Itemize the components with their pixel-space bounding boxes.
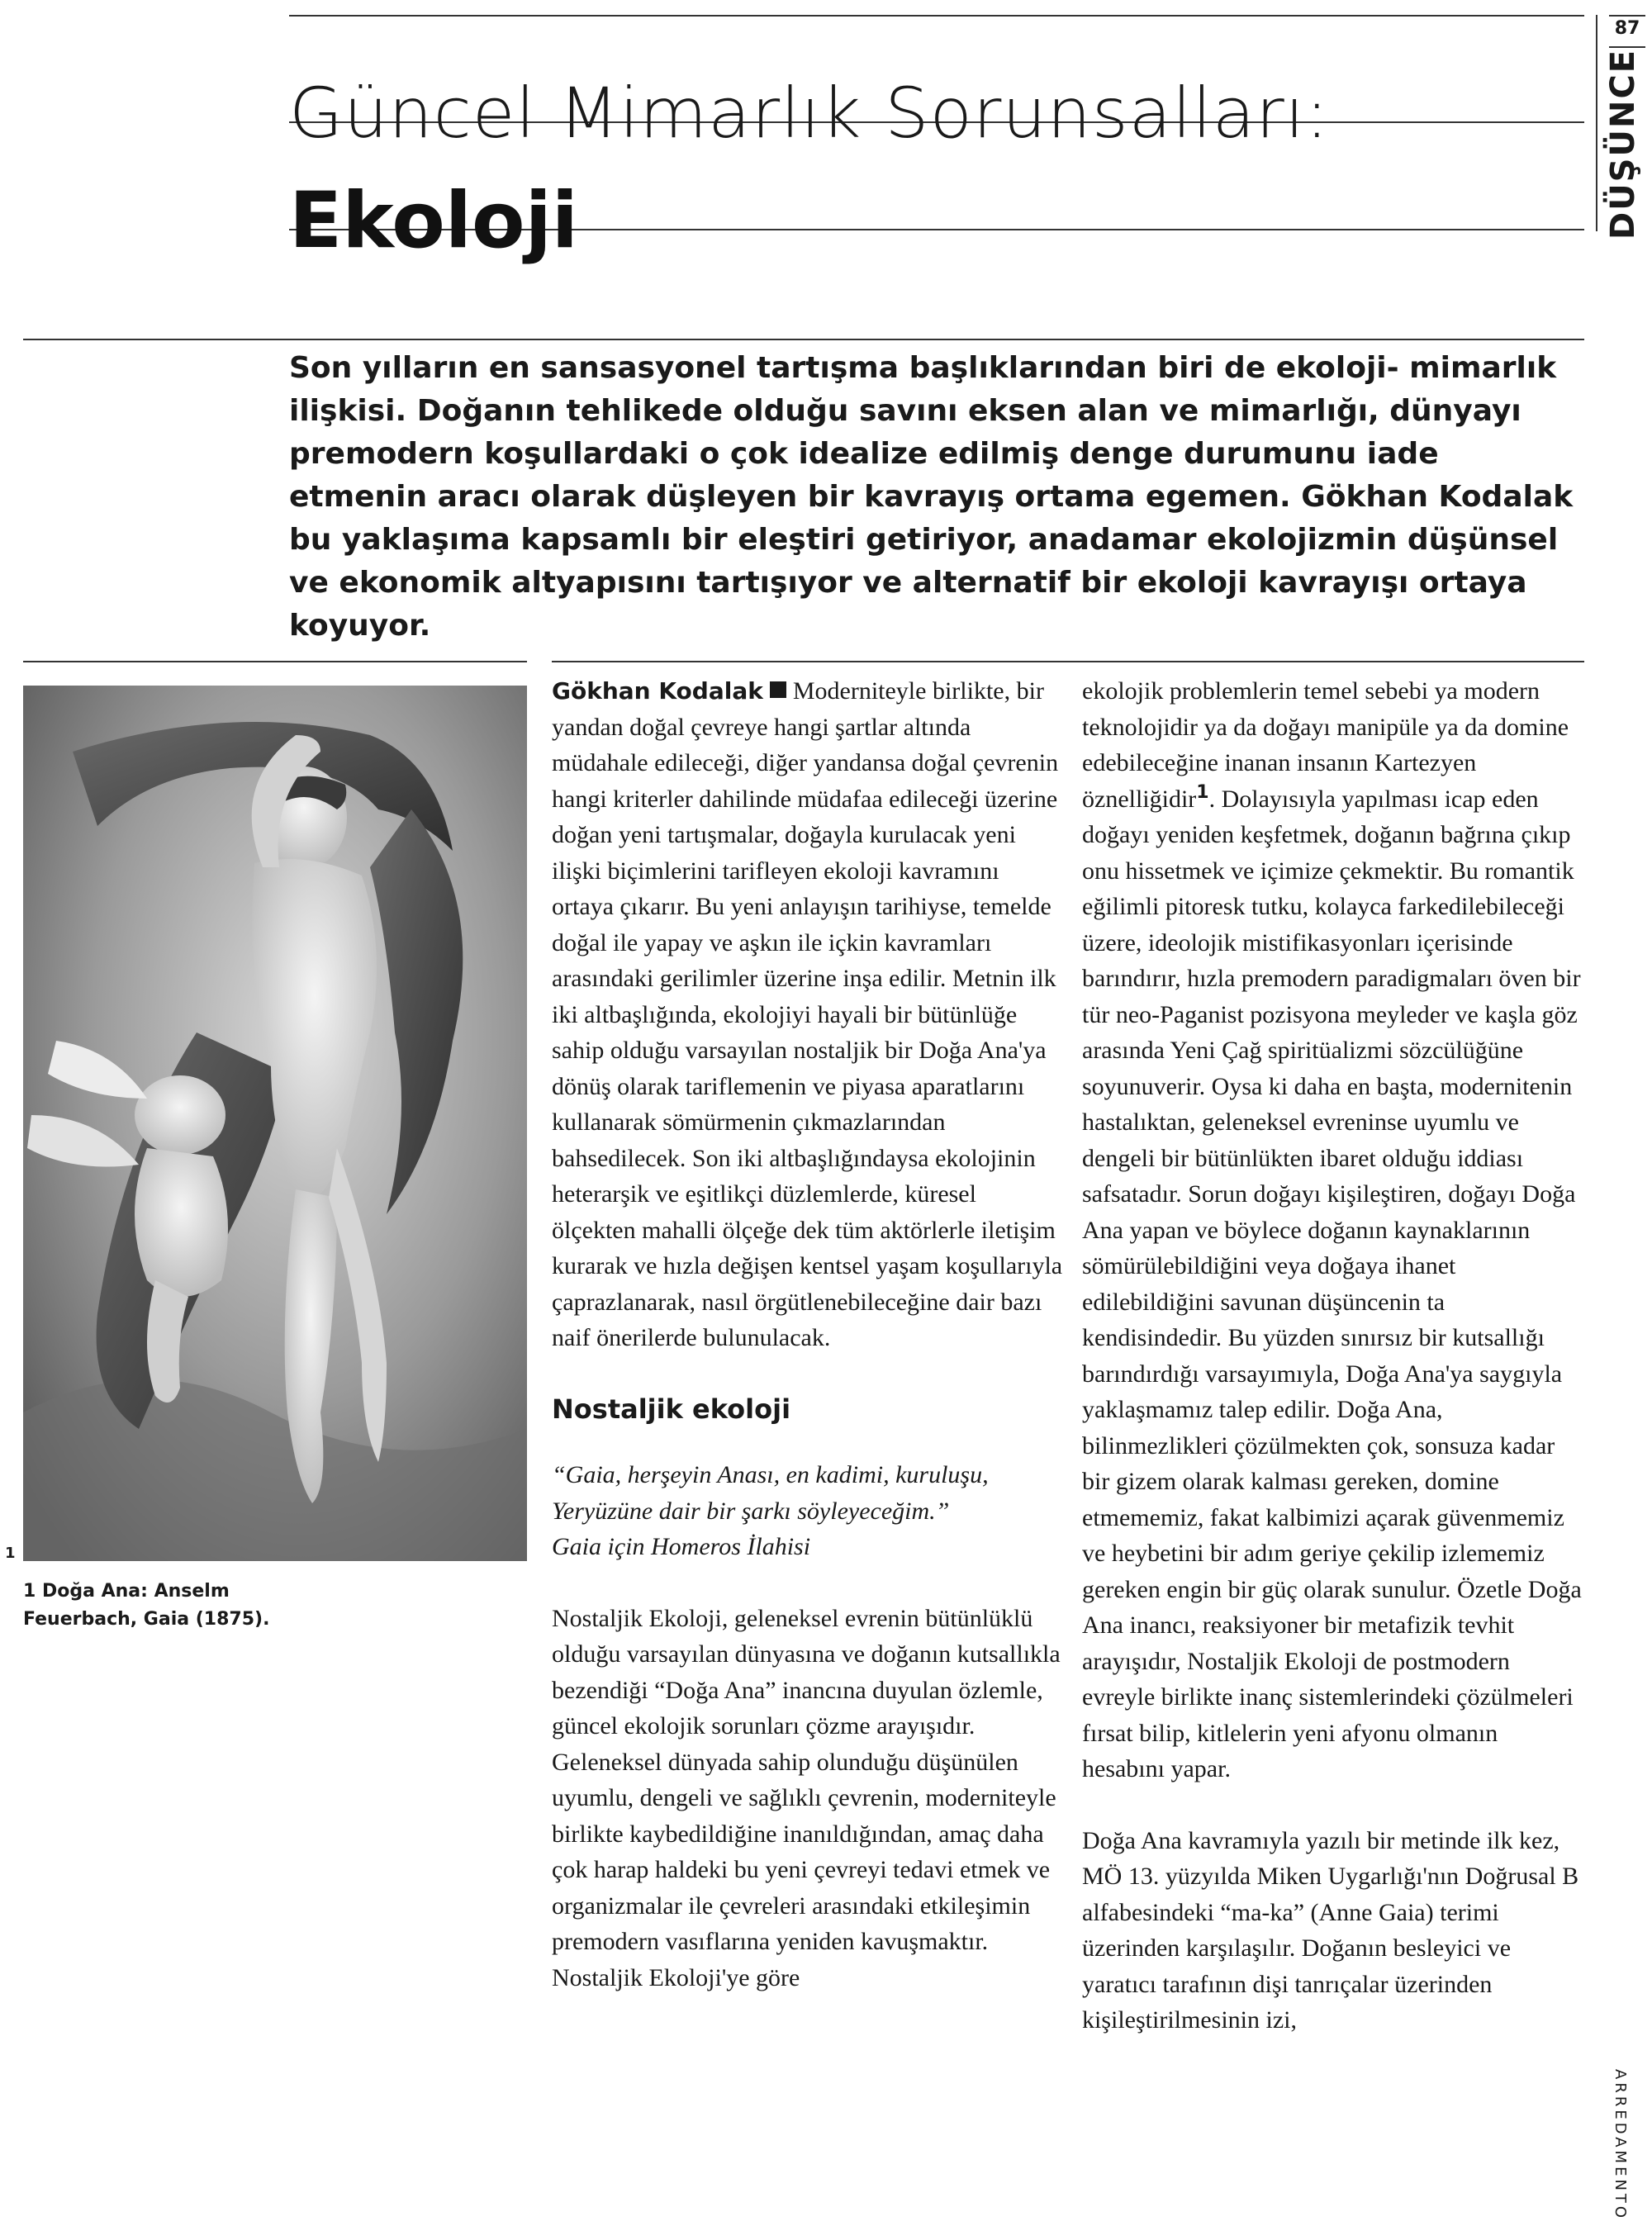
- author-name: Gökhan Kodalak: [552, 677, 763, 705]
- figure-caption: 1 Doğa Ana: Anselm Feuerbach, Gaia (1875).: [23, 1581, 270, 1630]
- side-label-arredamento: ARREDAMENTO: [1612, 2069, 1629, 2222]
- article-column-1: [552, 673, 1064, 1996]
- section-label: DÜŞÜNCE: [1604, 48, 1642, 240]
- square-bullet-icon: [770, 681, 786, 698]
- header-top-rule: [289, 15, 1584, 17]
- body-paragraph-2: [1082, 673, 1586, 1787]
- col2-text-part-1: ekolojik problemlerin temel sebebi ya modern teknolojidir ya da doğayı manipüle ya da domine edebileceğine inanan insanın Kartezyen öznelliğidir: [1082, 677, 1569, 813]
- header-vertical-rule: [1596, 15, 1597, 231]
- footnote-ref: 1: [1196, 781, 1209, 803]
- gaia-painting-image: [23, 686, 527, 1561]
- page-number-rule: [1609, 15, 1645, 17]
- epigraph-quote: “Gaia, herşeyin Anası, en kadimi, kuruluşu, Yeryüzüne dair bir şarkı söyleyeceğim.”: [552, 1461, 989, 1525]
- intro-paragraph: [552, 673, 1064, 1356]
- page-number: 87: [1614, 18, 1640, 39]
- article-column-2: [1082, 673, 1586, 2039]
- body-paragraph-3: Doğa Ana kavramıyla yazılı bir metinde ilk kez, MÖ 13. yüzyılda Miken Uygarlığı'nın Doğrusal B alfabesindeki “ma-ka” (Anne Gaia) terimi üzerinden karşılaşılır. Doğanın besleyici ve yaratıcı tarafının dişi tanrıçalar üzerinden kişileştirilmesinin izi,: [1082, 1826, 1579, 2034]
- body-top-rule-left: [23, 661, 527, 662]
- page-title-line-1: Güncel Mimarlık Sorunsalları:: [289, 73, 1330, 154]
- epigraph-source: Gaia için Homeros İlahisi: [552, 1533, 811, 1560]
- body-top-rule-right: [552, 661, 1584, 662]
- page-number-underline: [1609, 46, 1645, 48]
- intro-text: Moderniteyle birlikte, bir yandan doğal çevreye hangi şartlar altında müdahale edileceği, diğer yandansa doğal çevrenin hangi kriterler dahilinde müdafaa edileceği üzerine doğan yeni tartışmalar, doğayla kurulacak yeni ilişki biçimlerini tarifleyen ekoloji kavramını ortaya çıkarır. Bu yeni anlayışın tarihiyse, temelde doğal ile yapay ve aşkın ile içkin kavramları arasındaki gerilimler üzerine inşa edilir. Metnin ilk iki altbaşlığında, ekolojiyi hayali bir bütünlüğe sahip olduğu varsayılan nostaljik bir Doğa Ana'ya dönüş olarak tariflemenin ve piyasa aparatlarını kullanarak sömürmenin çıkmazlarından bahsedilecek. Son iki altbaşlığındaysa ekolojinin heterarşik ve eşitlikçi düzlemlerde, küresel ölçekten mahalli ölçeğe dek tüm aktörlerle iletişim kurarak ve hızla değişen kentsel yaşam koşullarıyla çaprazlanarak, nasıl örgütlenebileceğine dair bazı naif önerilerde bulunulacak.: [552, 677, 1063, 1351]
- gaia-painting-svg: [23, 686, 527, 1561]
- figure-number: 1: [5, 1545, 16, 1562]
- page-title-line-2: Ekoloji: [289, 175, 579, 266]
- subheading-nostaljik-ekoloji: Nostaljik ekoloji: [552, 1393, 791, 1425]
- lead-paragraph: Son yılların en sansasyonel tartışma başlıklarından biri de ekoloji- mimarlık ilişkisi. Doğanın tehlikede olduğu savını eksen alan ve mimarlığı, dünyayı premodern koşullardaki o çok idealize edilmiş denge durumunu iade etmenin aracı olarak düşleyen bir kavrayış ortama egemen. Gökhan Kodalak bu yaklaşıma kapsamlı bir eleştiri getiriyor, anadamar ekolojizmin düşünsel ve ekonomik altyapısını tartışıyor ve alternatif bir ekoloji kavrayışı ortaya koyuyor.: [289, 351, 1574, 643]
- col2-text-part-2: . Dolayısıyla yapılması icap eden doğayı yeniden keşfetmek, doğanın bağrına çıkıp onu hissetmek ve içimize çekmektir. Bu romantik eğilimli pitoresk tutku, kolayca farkedilebileceği üzere, ideolojik mistifikasyonları içerisinde barındırır, hızla premodern paradigmaları öven bir tür neo-Paganist pozisyona meyleder ve kaşla göz arasında Yeni Çağ spiritüalizmi sözcülüğüne soyunuverir. Oysa ki daha en başta, modernitenin hastalıktan, geleneksel evreninse uyumlu ve dengeli bir bütünlükten ibaret olduğu iddiası safsatadır. Sorun doğayı kişileştiren, doğayı Doğa Ana yapan ve böylece doğanın kaynaklarının sömürülebildiğini veya doğaya ihanet edilebildiğini savunan düşüncenin ta kendisindedir. Bu yüzden sınırsız bir kutsallığı barındırdığı varsayımıyla, Doğa Ana'ya saygıyla yaklaşmamız talep edilir. Doğa Ana, bilinmezlikleri çözülmekten çok, sonsuza kadar bir gizem olarak kalması gereken, domine etmememiz, fakat kalbimizi açarak güvenmemiz ve heybetini bir adım geriye çekilip izlememiz gereken engin bir güç olarak sunulur. Özetle Doğa Ana inancı, reaksiyoner bir metafizik tevhit arayışıdır, Nostaljik Ekoloji de postmodern evreyle birlikte inanç sistemlerindeki çözülmeleri fırsat bilip, kitlelerin yeni afyonu olmanın hesabını yapar.: [1082, 785, 1582, 1782]
- body-paragraph-1: Nostaljik Ekoloji, geleneksel evrenin bütünlüklü olduğu varsayılan dünyasına ve doğanın kutsallıkla bezendiği “Doğa Ana” inancına duyulan özlemle, güncel ekolojik sorunları çözme arayışıdır. Geleneksel dünyada sahip olunduğu düşünülen uyumlu, dengeli ve sağlıklı çevrenin, moderniteyle birlikte kaybedildiğine inanıldığından, amaç daha çok harap haldeki bu yeni çevreyi tedavi etmek ve organizmalar ile çevreleri arasındaki etkileşimin premodern vasıflarına yeniden kavuşmaktır. Nostaljik Ekoloji'ye göre: [552, 1604, 1061, 1991]
- lead-top-rule: [23, 339, 1584, 340]
